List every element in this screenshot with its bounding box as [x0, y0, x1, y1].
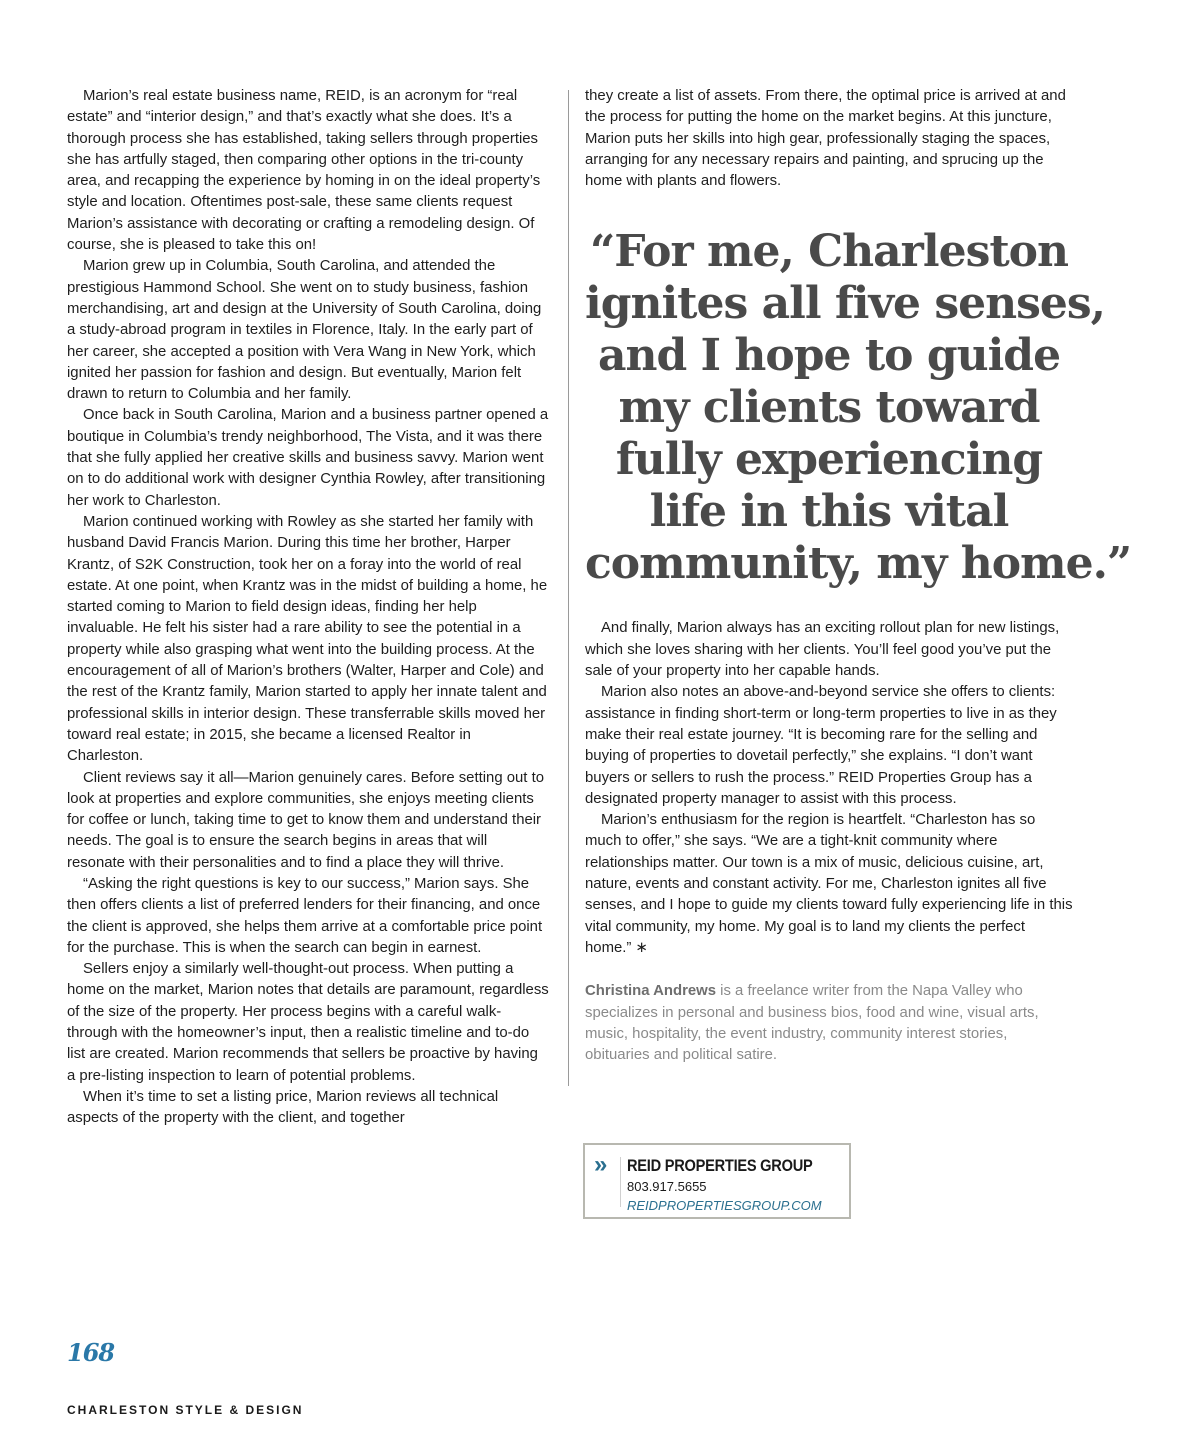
paragraph: Sellers enjoy a similarly well-thought-out process. When putting a home on the market, Marion notes that details are paramount, regardless of the size of the property. Her process begins with a careful walk-through with the homeowner’s input, then a realistic timeline and to-do list are created. Marion recommends that sellers be proactive by having a pre-listing inspection to learn of potential problems.	[67, 961, 549, 1084]
column-divider	[568, 90, 569, 1086]
pull-quote-line: my clients toward	[618, 382, 1040, 434]
paragraph: “Asking the right questions is key to our success,” Marion says. She then offers clients a list of preferred lenders for their financing, and once the client is approved, she helps them arrive at a comfortable price point for the purchase. This is when the search can begin in earnest.	[67, 875, 543, 956]
author-bio-text: is a freelance writer from the Napa Valley who specializes in personal and business bios, food and wine, visual arts, music, hospitality, the event industry, community interest stories, obituaries and political satire.	[585, 983, 1039, 1064]
paragraph: Marion’s real estate business name, REID, is an acronym for “real estate” and “interior design,” and that’s exactly what she does. It’s a thorough process she has established, taking sellers through properties she has artfully staged, then comparing other options in the tri-county area, and recapping the experience by homing in on the ideal property’s style and location. Oftentimes post-sale, these same clients request Marion’s assistance with decorating or crafting a remodeling design. Of course, she is pleased to take this on!	[67, 88, 541, 254]
pull-quote-line: and I hope to guide	[597, 330, 1061, 382]
author-bio	[585, 981, 1073, 1066]
paragraph: Marion’s enthusiasm for the region is heartfelt. “Charleston has so much to offer,” she says. “We are a tight-knit community where relationships matter. Our town is a mix of music, delicious cuisine, art, nature, events and constant activity. For me, Charleston ignites all five senses, and I hope to guide my clients toward fully experiencing life in this vital community, my home. My goal is to land my clients the perfect home.” ∗	[585, 812, 1073, 956]
chevron-right-icon: »	[594, 1151, 602, 1178]
paragraph: Marion continued working with Rowley as she started her family with husband David Francis Marion. During this time her brother, Harper Krantz, of S2K Construction, took her on a foray into the world of real estate. At one point, when Krantz was in the midst of building a home, he started coming to Marion to field design ideas, finding her help invaluable. He felt his sister had a rare ability to see the potential in a property while also grasping what went into the building process. At the encouragement of all of Marion’s brothers (Walter, Harper and Cole) and the rest of the Krantz family, Marion started to apply her innate talent and professional skills in interior design. These transferrable skills moved her toward real estate; in 2015, she became a licensed Realtor in Charleston.	[67, 513, 548, 765]
divider	[620, 1157, 621, 1207]
author-name: Christina Andrews	[585, 983, 717, 1000]
paragraph: Marion also notes an above-and-beyond service she offers to clients: assistance in finding short-term or long-term properties to live in as they make their real estate journey. “It is becoming rare for the selling and buying of properties to dovetail perfectly,” she explains. “I don’t want buyers or sellers to rush the process.” REID Properties Group has a designated property manager to assist with this process.	[585, 684, 1057, 807]
company-phone: 803.917.5655	[627, 1179, 707, 1194]
left-column	[67, 86, 549, 1130]
paragraph: Marion grew up in Columbia, South Carolina, and attended the prestigious Hammond School. She went on to study business, fashion merchandising, art and design at the University of South Carolina, doing a study-abroad program in textiles in Florence, Italy. In the early part of her career, she accepted a position with Vera Wang in New York, which ignited her passion for fashion and design. But eventually, Marion felt drawn to return to Columbia and her family.	[67, 258, 542, 403]
paragraph: When it’s time to set a listing price, Marion reviews all technical aspects of the property with the client, and together	[67, 1088, 499, 1127]
pull-quote-line: fully experiencing	[615, 434, 1043, 486]
right-column	[585, 86, 1132, 1081]
paragraph: Once back in South Carolina, Marion and a business partner opened a boutique in Columbia’s trendy neighborhood, The Vista, and it was there that she fully applied her creative skills and business savvy. Marion went on to do additional work with designer Cynthia Rowley, after transitioning her work to Charleston.	[67, 407, 549, 509]
magazine-title: CHARLESTON STYLE & DESIGN	[67, 1403, 304, 1417]
pull-quote-line: “For me, Charleston	[589, 226, 1069, 278]
page-number: 168	[67, 1338, 115, 1367]
pull-quote-line: community, my home.”	[585, 538, 1132, 590]
paragraph: And finally, Marion always has an exciting rollout plan for new listings, which she loves sharing with her clients. You’ll feel good you’ve put the sale of your property into her capable hands.	[585, 620, 1060, 680]
contact-box	[583, 1143, 851, 1219]
pull-quote	[585, 226, 1132, 590]
company-name: REID PROPERTIES GROUP	[627, 1156, 813, 1175]
company-website-link[interactable]: REIDPROPERTIESGROUP.COM	[627, 1198, 822, 1213]
pull-quote-line: life in this vital	[649, 486, 1009, 538]
pull-quote-line: ignites all five senses,	[585, 278, 1105, 330]
paragraph: they create a list of assets. From there, the optimal price is arrived at and the process for putting the home on the market begins. At this juncture, Marion puts her skills into high gear, professionally staging the spaces, arranging for any necessary repairs and painting, and sprucing up the home with plants and flowers.	[585, 88, 1066, 190]
paragraph: Client reviews say it all—Marion genuinely cares. Before setting out to look at properties and explore communities, she enjoys meeting clients for coffee or lunch, taking time to get to know them and understand their needs. The goal is to ensure the search begins in areas that will resonate with their personalities and to find a place they will thrive.	[67, 769, 544, 871]
